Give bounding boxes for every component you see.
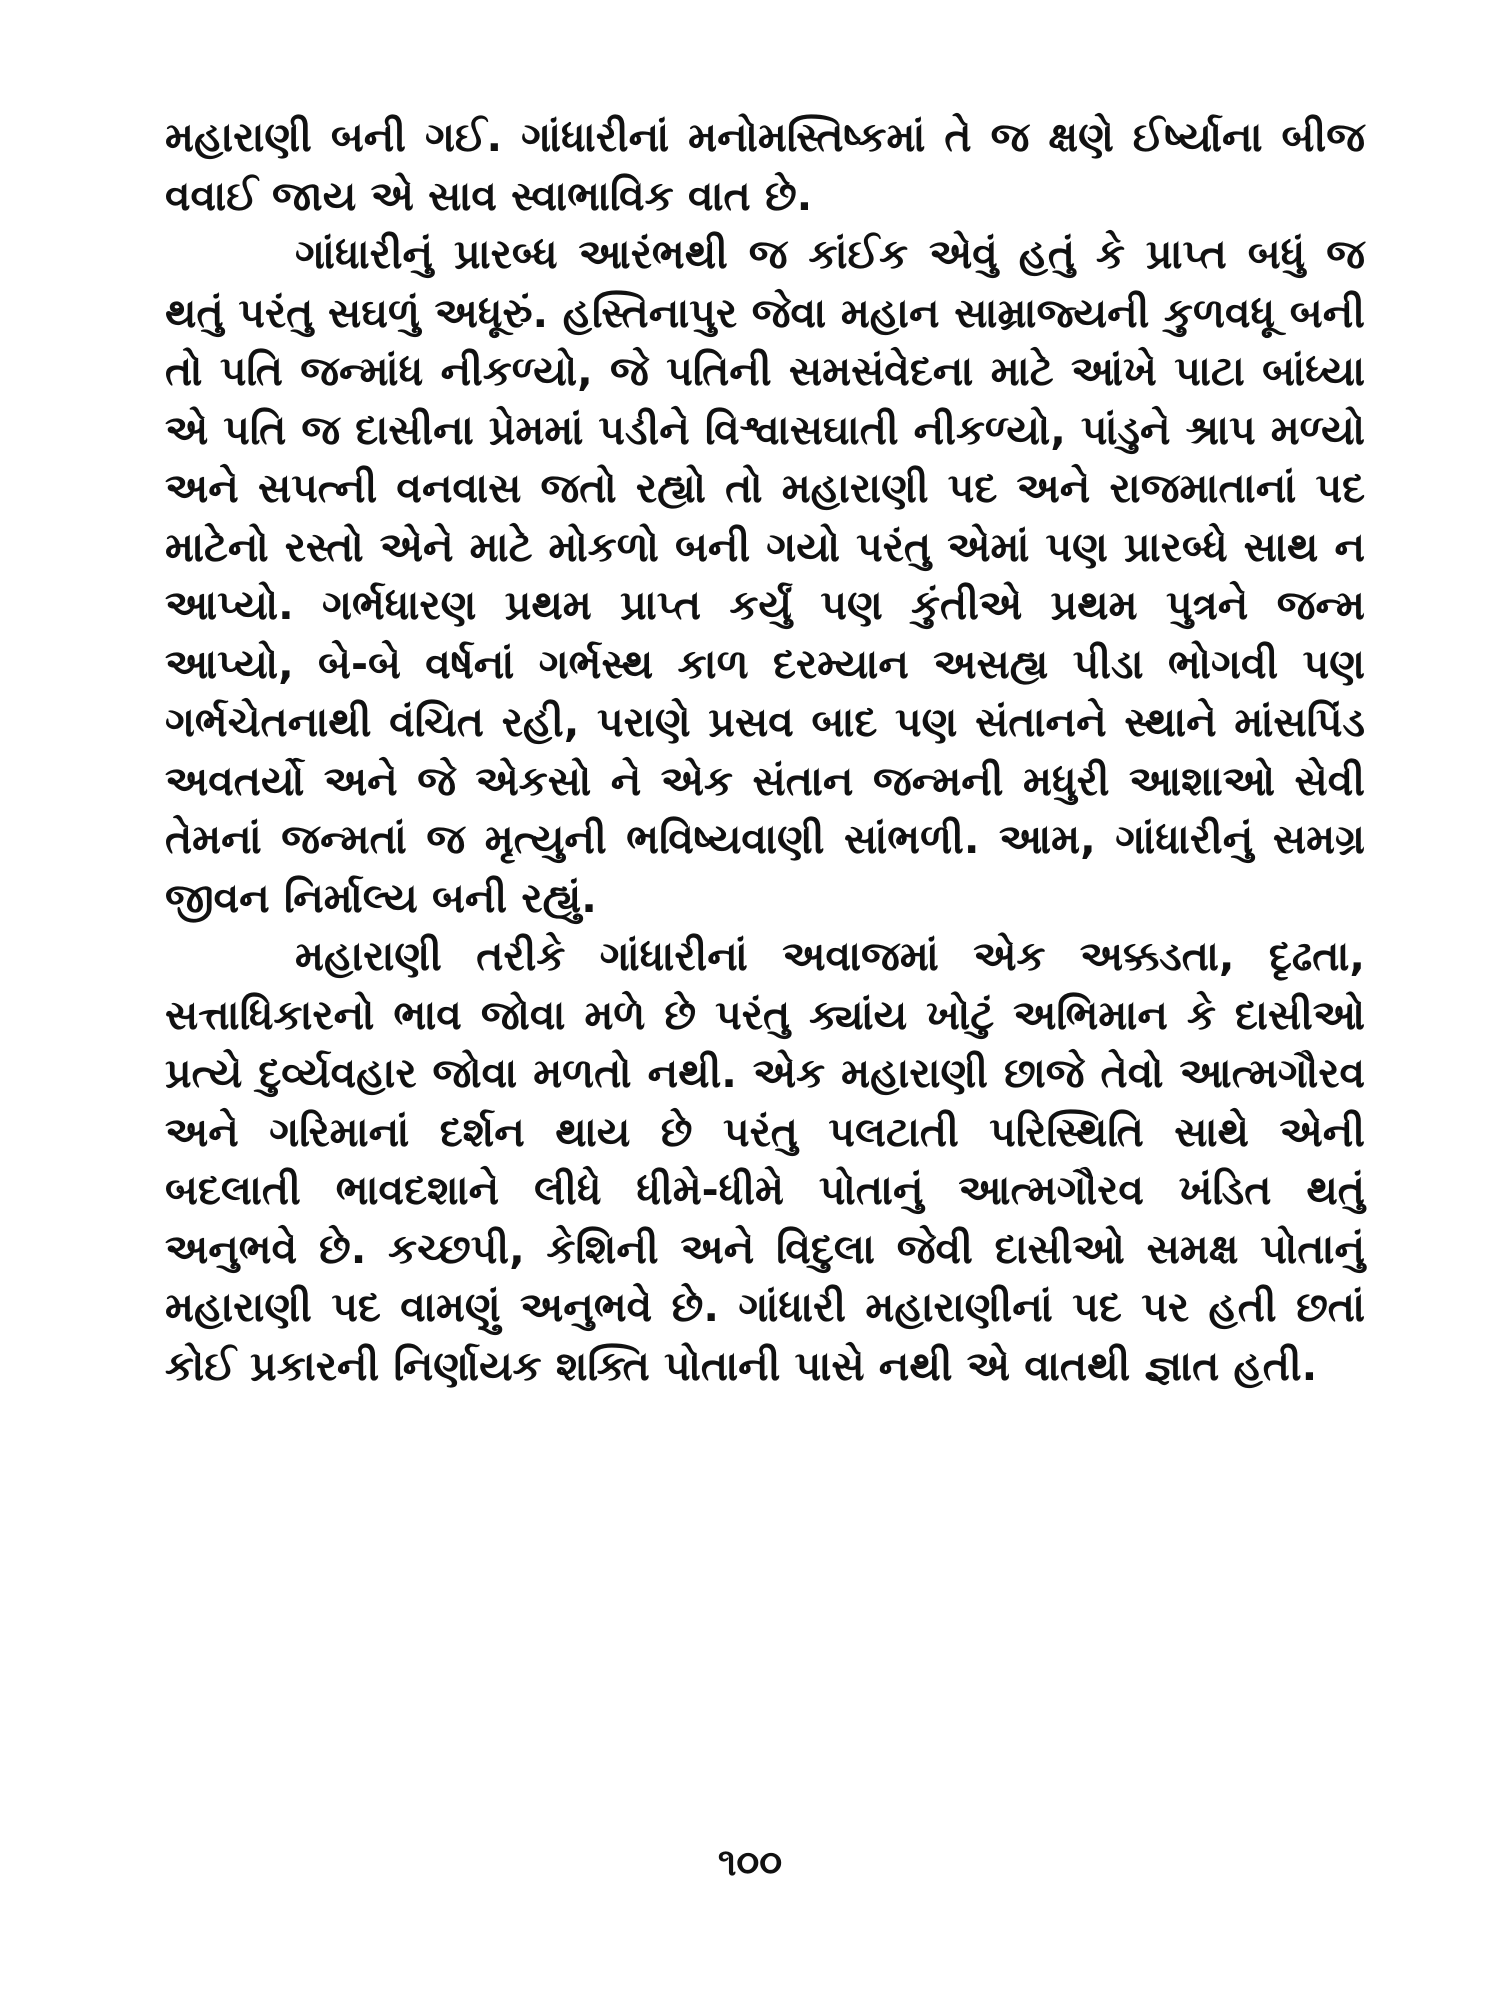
body-text — [165, 108, 1365, 1395]
page-number: ૧૦૦ — [717, 1840, 783, 1884]
paragraph-1: મહારાણી બની ગઈ. ગાંધારીનાં મનોમસ્તિષ્કમાં તે જ ક્ષણે ઈર્ષ્યાના બીજ વવાઈ જાય એ સાવ સ્વાભાવિક વાત છે. — [165, 113, 1365, 220]
paragraph-3: મહારાણી તરીકે ગાંધારીનાં અવાજમાં એક અક્કડતા, દૃઢતા, સત્તાધિકારનો ભાવ જોવા મળે છે પરંતુ ક્યાંય ખોટું અભિમાન કે દાસીઓ પ્રત્યે દુર્વ્યવહાર જોવા મળતો નથી. એક મહારાણી છાજે તેવો આત્મગૌરવ અને ગરિમાનાં દર્શન થાય છે પરંતુ પલટાતી પરિસ્થિતિ સાથે એની બદલાતી ભાવદશાને લીધે ધીમે-ધીમે પોતાનું આત્મગૌરવ ખંડિત થતું અનુભવે છે. કચ્છપી, કેશિની અને વિદુલા જેવી દાસીઓ સમક્ષ પોતાનું મહારાણી પદ વામણું અનુભવે છે. ગાંધારી મહારાણીનાં પદ પર હતી છતાં કોઈ પ્રકારની નિર્ણાયક શક્તિ પોતાની પાસે નથી એ વાતથી જ્ઞાત હતી. — [165, 932, 1365, 1390]
paragraph-2: ગાંધારીનું પ્રારબ્ધ આરંભથી જ કાંઈક એવું હતું કે પ્રાપ્ત બધું જ થતું પરંતુ સઘળું અધૂરું. હસ્તિનાપુર જેવા મહાન સામ્રાજ્યની કુળવધૂ બની તો પતિ જન્માંધ નીકળ્યો, જે પતિની સમસંવેદના માટે આંખે પાટા બાંધ્યા એ પતિ જ દાસીના પ્રેમમાં પડીને વિશ્વાસઘાતી નીકળ્યો, પાંડુને શ્રાપ મળ્યો અને સપત્ની વનવાસ જતો રહ્યો તો મહારાણી પદ અને રાજમાતાનાં પદ માટેનો રસ્તો એને માટે મોકળો બની ગયો પરંતુ એમાં પણ પ્રારબ્ધે સાથ ન આપ્યો. ગર્ભધારણ પ્રથમ પ્રાપ્ત કર્યું પણ કુંતીએ પ્રથમ પુત્રને જન્મ આપ્યો, બે-બે વર્ષનાં ગર્ભસ્થ કાળ દરમ્યાન અસહ્ય પીડા ભોગવી પણ ગર્ભચેતનાથી વંચિત રહી, પરાણે પ્રસવ બાદ પણ સંતાનને સ્થાને માંસપિંડ અવતર્યો અને જે એકસો ને એક સંતાન જન્મની મધુરી આશાઓ સેવી તેમનાં જન્મતાં જ મૃત્યુની ભવિષ્યવાણી સાંભળી. આમ, ગાંધારીનું સમગ્ર જીવન નિર્માલ્ય બની રહ્યું. — [165, 230, 1365, 922]
